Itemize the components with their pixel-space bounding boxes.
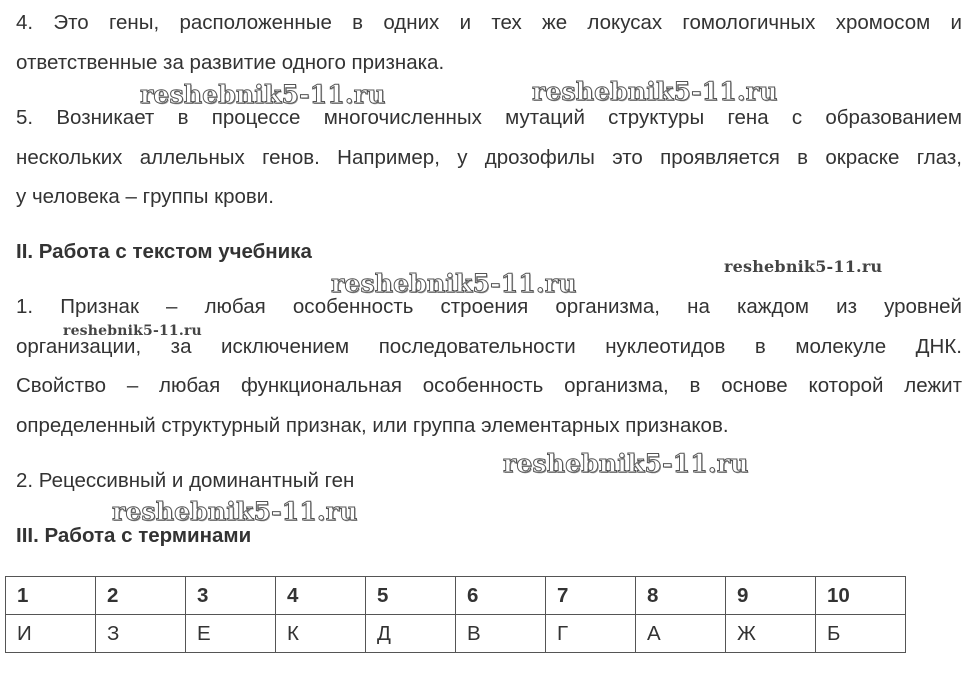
answer-4-line-2: ответственные за развитие одного признака.: [16, 51, 445, 74]
table-cell: Е: [186, 615, 276, 653]
watermark: reshebnik5-11.ru: [724, 257, 883, 276]
table-cell: И: [6, 615, 96, 653]
table-cell: 2: [96, 577, 186, 615]
table-cell: 8: [636, 577, 726, 615]
table-cell: 5: [366, 577, 456, 615]
watermark: reshebnik5-11.ru: [503, 449, 749, 478]
watermark: reshebnik5-11.ru: [63, 323, 202, 339]
table-cell: А: [636, 615, 726, 653]
answer-4-line-1: 4. Это гены, расположенные в одних и тех же локусах гомологичных хромосом и: [16, 11, 962, 34]
answer-5-line-3: у человека – группы крови.: [16, 185, 274, 208]
terms-table: [5, 576, 906, 653]
watermark: reshebnik5-11.ru: [140, 80, 386, 109]
section-2-item-2: 2. Рецессивный и доминантный ген: [16, 469, 355, 492]
section-2-item-1-line-3: Свойство – любая функциональная особенность организма, в основе которой лежит: [16, 374, 962, 397]
section-2-item-1-line-1: 1. Признак – любая особенность строения организма, на каждом из уровней: [16, 295, 962, 318]
table-cell: 9: [726, 577, 816, 615]
watermark: reshebnik5-11.ru: [331, 269, 577, 298]
table-cell: Ж: [726, 615, 816, 653]
table-cell: К: [276, 615, 366, 653]
table-cell: Б: [816, 615, 906, 653]
table-cell: 3: [186, 577, 276, 615]
terms-table-letter-row: [6, 615, 906, 653]
answer-5-line-1: 5. Возникает в процессе многочисленных мутаций структуры гена с образованием: [16, 106, 962, 129]
table-cell: В: [456, 615, 546, 653]
watermark: reshebnik5-11.ru: [112, 497, 358, 526]
terms-table-number-row: [6, 577, 906, 615]
table-cell: З: [96, 615, 186, 653]
table-cell: 6: [456, 577, 546, 615]
section-2-item-1-line-4: определенный структурный признак, или группа элементарных признаков.: [16, 414, 729, 437]
table-cell: 4: [276, 577, 366, 615]
table-cell: Г: [546, 615, 636, 653]
section-2-heading: II. Работа с текстом учебника: [16, 240, 312, 263]
section-3-heading: III. Работа с терминами: [16, 524, 252, 547]
table-cell: Д: [366, 615, 456, 653]
watermark: reshebnik5-11.ru: [532, 77, 778, 106]
table-cell: 1: [6, 577, 96, 615]
table-cell: 10: [816, 577, 906, 615]
answer-5-line-2: нескольких аллельных генов. Например, у дрозофилы это проявляется в окраске глаз,: [16, 146, 962, 169]
table-cell: 7: [546, 577, 636, 615]
section-2-item-1-line-2: организации, за исключением последовательности нуклеотидов в молекуле ДНК.: [16, 335, 962, 358]
